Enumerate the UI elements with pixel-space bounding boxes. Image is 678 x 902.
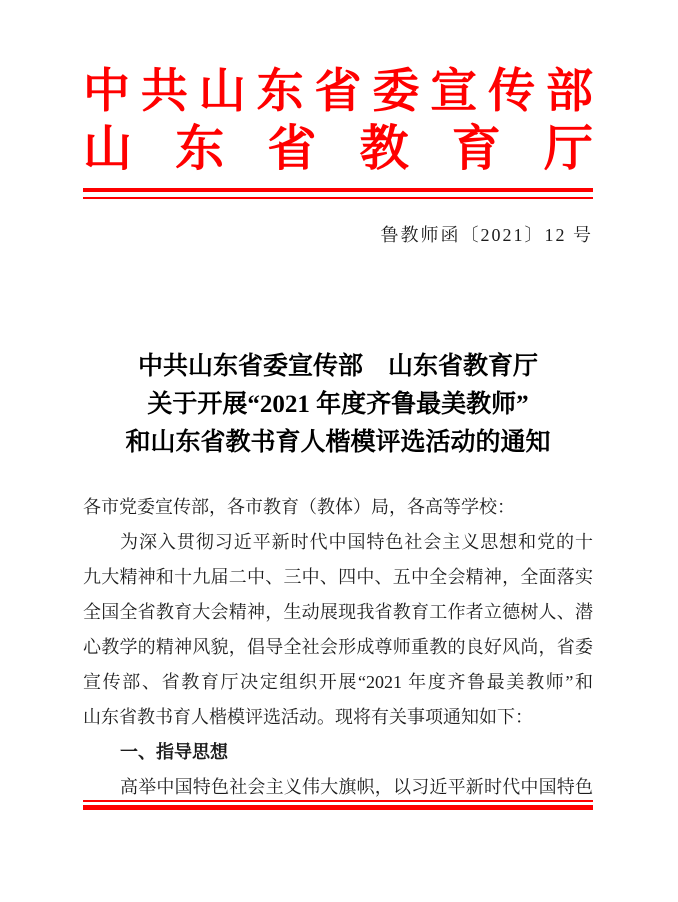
divider-thick-bar — [83, 805, 593, 810]
title-line-1: 中共山东省委宣传部 山东省教育厅 — [137, 353, 538, 380]
letterhead-org-line2: 山东省教育厅 — [83, 121, 593, 176]
divider-thin-bar — [83, 800, 593, 802]
body-line: 高举中国特色社会主义伟大旗帜，以习近平新时代中国特色 — [120, 777, 593, 797]
letterhead-divider — [83, 188, 593, 199]
body-line: 山东省教书育人楷模评选活动。现将有关事项通知如下： — [83, 707, 533, 727]
body-line: 为深入贯彻习近平新时代中国特色社会主义思想和党的十 — [120, 532, 593, 552]
title-line-2: 关于开展“2021 年度齐鲁最美教师” — [147, 391, 529, 418]
divider-thick-bar — [83, 188, 593, 192]
letterhead-org-line1: 中共山东省委宣传部 — [83, 66, 593, 118]
body-line: 宣传部、省教育厅决定组织开展“2021 年度齐鲁最美教师”和 — [83, 672, 593, 692]
divider-thin-bar — [83, 197, 593, 199]
footer-divider — [83, 800, 593, 810]
document-title — [83, 348, 593, 462]
body-line: 心教学的精神风貌，倡导全社会形成尊师重教的良好风尚，省委 — [83, 637, 593, 657]
body-line: 全国全省教育大会精神，生动展现我省教育工作者立德树人、潜 — [83, 602, 593, 622]
section-heading: 一、指导思想 — [120, 742, 228, 762]
document-number: 鲁教师函〔2021〕12 号 — [380, 225, 593, 245]
salutation-line: 各市党委宣传部，各市教育（教体）局，各高等学校： — [83, 497, 515, 517]
body-line: 九大精神和十九届二中、三中、四中、五中全会精神，全面落实 — [83, 567, 593, 587]
document-body — [83, 490, 593, 805]
title-line-3: 和山东省教书育人楷模评选活动的通知 — [125, 429, 551, 456]
